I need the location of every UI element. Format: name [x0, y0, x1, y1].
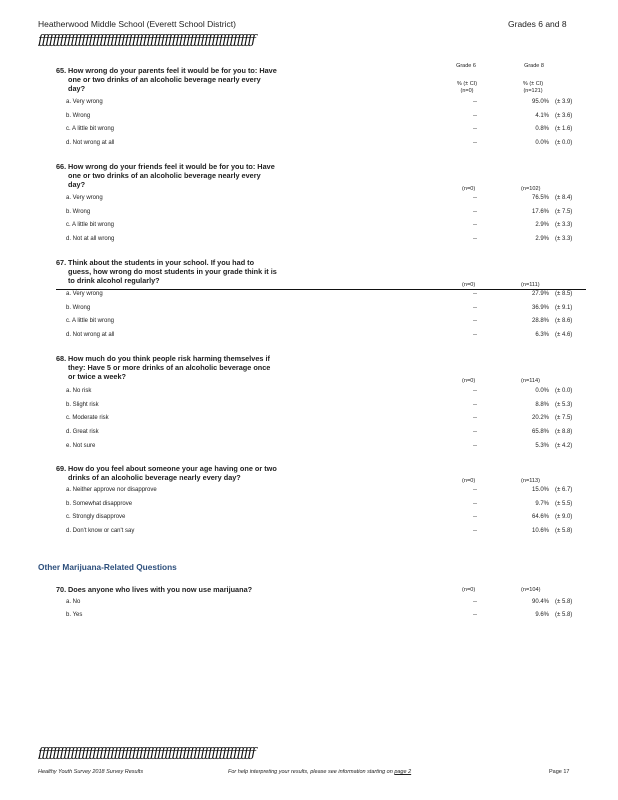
answer-label: b. Slight risk [66, 401, 99, 408]
footer-help-prefix: For help interpreting your results, please see information starting on [228, 769, 393, 775]
grade8-column-header: Grade 8 [524, 63, 544, 69]
grade6-value: -- [473, 528, 477, 535]
answer-label: b. Yes [66, 611, 83, 618]
answer-row [66, 332, 586, 342]
answer-row [66, 99, 586, 109]
grade6-value: -- [473, 139, 477, 146]
grade6-n-header: (n=0) [460, 88, 474, 94]
grades-header: Grades 6 and 8 [508, 19, 567, 29]
grade6-value: -- [473, 112, 477, 119]
grade8-pct-ci-header: % (± CI) [522, 81, 544, 87]
answer-label: a. Very wrong [66, 291, 103, 297]
grade8-sample-size: (n=114) [521, 378, 541, 384]
question-67 [56, 258, 326, 285]
grade6-sample-size: (n=0) [462, 186, 476, 192]
footer-page-number: Page 17 [549, 769, 570, 775]
answer-label: a. Very wrong [66, 99, 103, 105]
answer-row [66, 291, 586, 301]
grade8-confidence-interval: (± 0.0) [555, 139, 573, 146]
grade6-value: -- [473, 415, 477, 422]
grade8-percent: 2.9% [535, 235, 549, 242]
grade8-percent: 17.6% [531, 208, 549, 215]
grade6-value: -- [473, 99, 477, 105]
answer-row [66, 415, 586, 425]
question-69 [56, 464, 326, 482]
grade8-percent: 15.0% [531, 487, 549, 493]
question-number: 65. [56, 66, 67, 75]
grade8-percent: 9.6% [535, 611, 549, 618]
section-title: Other Marijuana-Related Questions [38, 562, 177, 572]
answer-label: c. A little bit wrong [66, 126, 115, 132]
answer-label: a. Neither approve nor disapprove [66, 487, 157, 493]
grade8-confidence-interval: (± 3.9) [555, 99, 573, 105]
answer-row [66, 222, 586, 232]
question-text: Think about the students in your school. If you had to guess, how wrong do most students in your grade think it is to drink alcohol regularly? [68, 258, 277, 285]
grade8-sample-size: (n=104) [521, 587, 541, 593]
grade6-value: -- [473, 318, 477, 324]
question-number: 66. [56, 162, 67, 171]
answer-row [66, 195, 586, 205]
grade8-percent: 4.1% [535, 112, 549, 119]
grade8-percent: 76.5% [531, 195, 549, 201]
grade8-percent: 9.7% [535, 500, 549, 507]
grade8-percent: 0.0% [535, 139, 549, 146]
grade8-percent: 36.9% [531, 304, 549, 311]
question-text: How wrong do your parents feel it would be for you to: Have one or two drinks of an alcoholic beverage nearly every day? [68, 66, 277, 93]
grade6-value: -- [473, 195, 477, 201]
question-number: 67. [56, 258, 67, 267]
question-70 [56, 585, 326, 594]
question-text: How much do you think people risk harming themselves if they: Have 5 or more drinks of an alcoholic beverage once or twice a week? [68, 354, 271, 381]
footer-page-link[interactable]: page 2 [394, 769, 412, 775]
decorative-divider-bottom: ƒƒƒƒƒƒƒƒƒƒƒƒƒƒƒƒƒƒƒƒƒƒƒƒƒƒƒƒƒƒƒƒƒƒƒƒƒƒƒƒƒƒƒƒƒƒƒƒƒƒƒƒƒƒƒƒƒƒƒƒ [38, 746, 255, 761]
grade8-n-header: (n=121) [523, 88, 543, 94]
footer-left: Healthy Youth Survey 2018 Survey Results [38, 769, 144, 775]
grade8-confidence-interval: (± 5.8) [555, 599, 573, 605]
grade8-confidence-interval: (± 0.0) [555, 388, 573, 394]
grade6-value: -- [473, 388, 477, 394]
grade8-confidence-interval: (± 5.8) [555, 528, 573, 535]
grade8-confidence-interval: (± 8.5) [555, 291, 573, 297]
grade6-value: -- [473, 126, 477, 132]
grade6-value: -- [473, 401, 477, 408]
grade8-confidence-interval: (± 8.6) [555, 318, 573, 324]
answer-row [66, 126, 586, 136]
answer-row [66, 140, 586, 150]
answer-row [66, 429, 586, 439]
answer-label: b. Wrong [66, 304, 91, 311]
answer-row [66, 402, 586, 412]
question-text: Does anyone who lives with you now use marijuana? [68, 585, 253, 594]
answer-row [66, 599, 586, 609]
answer-row [66, 318, 586, 328]
grade8-percent: 28.8% [531, 318, 549, 324]
answer-label: b. Wrong [66, 112, 91, 119]
answer-label: d. Great risk [66, 429, 99, 436]
question-68 [56, 354, 326, 381]
grade8-percent: 64.6% [531, 514, 549, 521]
grade6-value: -- [473, 304, 477, 311]
grade6-sample-size: (n=0) [462, 282, 476, 288]
grade8-confidence-interval: (± 6.7) [555, 487, 573, 493]
answer-label: c. Strongly disapprove [66, 514, 126, 521]
answer-label: a. Very wrong [66, 195, 103, 201]
grade8-percent: 95.0% [531, 99, 549, 105]
grade8-confidence-interval: (± 5.5) [555, 500, 573, 507]
answer-label: c. Moderate risk [66, 415, 109, 422]
grade8-confidence-interval: (± 3.6) [555, 112, 573, 119]
answer-label: c. A little bit wrong [66, 318, 115, 324]
grade6-value: -- [473, 429, 477, 436]
grade8-confidence-interval: (± 9.1) [555, 304, 573, 311]
question-text: How wrong do your friends feel it would be for you to: Have one or two drinks of an alcoholic beverage nearly every day? [68, 162, 275, 189]
grade6-value: -- [473, 235, 477, 242]
question-66 [56, 162, 326, 189]
answer-row [66, 236, 586, 246]
grade8-percent: 8.8% [535, 401, 549, 408]
answer-label: a. No risk [66, 388, 92, 394]
answer-row [66, 388, 586, 398]
grade8-percent: 6.3% [535, 331, 549, 338]
grade6-value: -- [473, 599, 477, 605]
grade8-percent: 0.8% [535, 126, 549, 132]
answer-row [66, 305, 586, 315]
grade8-confidence-interval: (± 4.2) [555, 442, 573, 449]
grade8-percent: 65.8% [531, 429, 549, 436]
answer-label: c. A little bit wrong [66, 222, 115, 228]
answer-label: d. Don't know or can't say [66, 528, 135, 535]
answer-row [66, 113, 586, 123]
question-number: 69. [56, 464, 67, 473]
grade6-column-header: Grade 6 [456, 63, 476, 69]
question-65 [56, 66, 326, 93]
grade6-value: -- [473, 611, 477, 618]
question-divider [56, 289, 586, 290]
grade8-percent: 0.0% [535, 388, 549, 394]
answer-label: d. Not wrong at all [66, 331, 115, 338]
grade6-value: -- [473, 331, 477, 338]
grade6-sample-size: (n=0) [462, 478, 476, 484]
grade6-value: -- [473, 487, 477, 493]
grade8-percent: 10.6% [531, 528, 549, 535]
grade6-sample-size: (n=0) [462, 587, 476, 593]
grade8-confidence-interval: (± 9.0) [555, 514, 573, 521]
grade8-percent: 20.2% [531, 415, 549, 422]
footer-help-text [228, 769, 411, 775]
answer-label: d. Not at all wrong [66, 235, 115, 242]
grade8-percent: 90.4% [531, 599, 549, 605]
grade8-confidence-interval: (± 7.5) [555, 415, 573, 422]
question-number: 68. [56, 354, 67, 363]
grade8-sample-size: (n=113) [521, 478, 541, 484]
grade8-sample-size: (n=111) [521, 282, 540, 288]
grade6-value: -- [473, 514, 477, 521]
answer-label: b. Somewhat disapprove [66, 500, 133, 507]
grade8-confidence-interval: (± 5.8) [555, 611, 573, 618]
answer-label: e. Not sure [66, 442, 96, 449]
question-number: 70. [56, 585, 67, 594]
answer-row [66, 443, 586, 453]
grade8-confidence-interval: (± 1.6) [555, 126, 573, 132]
grade8-confidence-interval: (± 8.8) [555, 429, 573, 436]
question-text: How do you feel about someone your age having one or two drinks of an alcoholic beverage nearly every day? [68, 464, 277, 482]
grade6-pct-ci-header: % (± CI) [456, 81, 478, 87]
grade8-confidence-interval: (± 7.5) [555, 208, 573, 215]
grade8-confidence-interval: (± 3.3) [555, 235, 573, 242]
answer-row [66, 501, 586, 511]
grade6-value: -- [473, 208, 477, 215]
answer-row [66, 514, 586, 524]
grade8-percent: 5.3% [535, 442, 549, 449]
grade8-confidence-interval: (± 8.4) [555, 195, 573, 201]
answer-row [66, 209, 586, 219]
school-header: Heatherwood Middle School (Everett School District) [38, 19, 236, 29]
answer-label: d. Not wrong at all [66, 139, 115, 146]
grade8-sample-size: (n=102) [521, 186, 541, 192]
grade8-confidence-interval: (± 4.6) [555, 331, 573, 338]
grade6-value: -- [473, 442, 477, 449]
answer-label: a. No [66, 599, 81, 605]
grade8-percent: 2.9% [535, 222, 549, 228]
answer-row [66, 487, 586, 497]
grade8-percent: 27.9% [531, 291, 549, 297]
grade8-confidence-interval: (± 3.3) [555, 222, 573, 228]
decorative-divider-top: ƒƒƒƒƒƒƒƒƒƒƒƒƒƒƒƒƒƒƒƒƒƒƒƒƒƒƒƒƒƒƒƒƒƒƒƒƒƒƒƒƒƒƒƒƒƒƒƒƒƒƒƒƒƒƒƒƒƒƒƒ [38, 33, 255, 48]
answer-row [66, 528, 586, 538]
grade6-value: -- [473, 222, 477, 228]
answer-row [66, 612, 586, 622]
grade6-sample-size: (n=0) [462, 378, 476, 384]
answer-label: b. Wrong [66, 208, 91, 215]
grade6-value: -- [473, 500, 477, 507]
grade8-confidence-interval: (± 5.3) [555, 401, 573, 408]
grade6-value: -- [473, 291, 477, 297]
